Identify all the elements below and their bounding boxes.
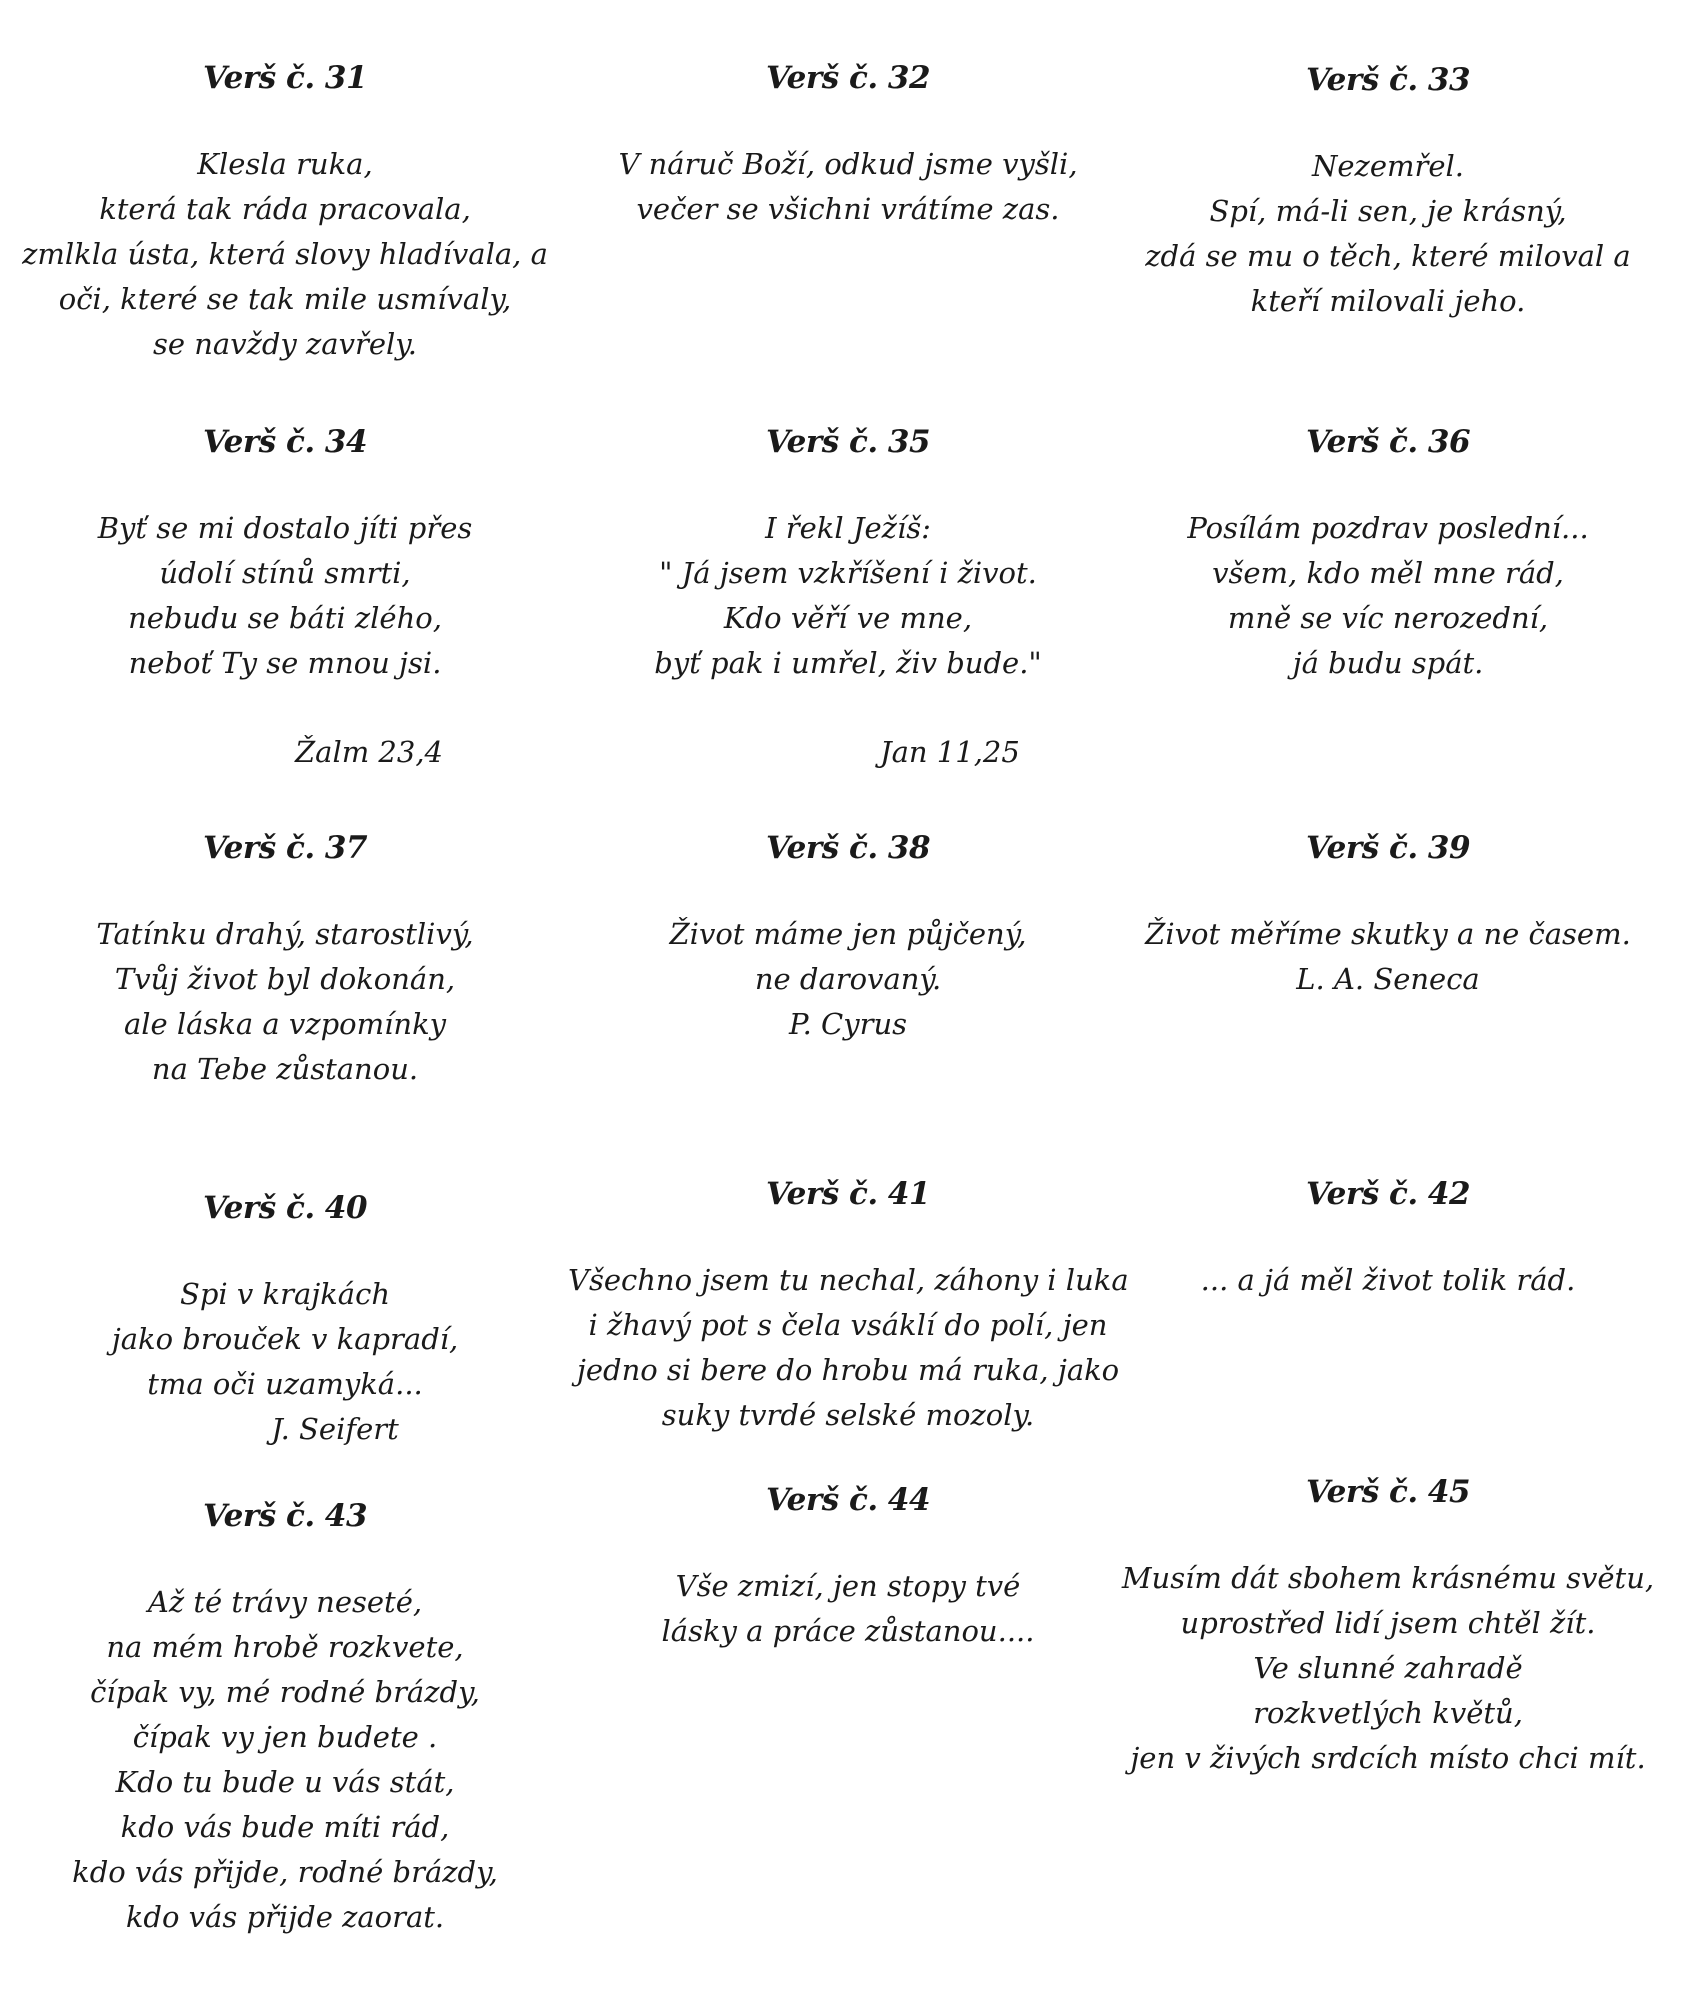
- verse-line: zmlkla ústa, která slovy hladívala, a: [22, 237, 548, 271]
- verse-line: neboť Ty se mnou jsi.: [128, 646, 442, 680]
- verse-line: i žhavý pot s čela vsáklí do polí, jen: [588, 1308, 1108, 1342]
- verse-line: Klesla ruka,: [197, 147, 373, 181]
- verse-author: P. Cyrus: [788, 1007, 908, 1041]
- verse-line: Tatínku drahý, starostlivý,: [96, 917, 474, 951]
- verse-author: J. Seifert: [271, 1412, 399, 1446]
- verse-line: suky tvrdé selské mozoly.: [661, 1398, 1035, 1432]
- verse-32: [568, 58, 1128, 232]
- verse-line: tma oči uzamyká...: [147, 1367, 423, 1401]
- verse-line: večer se všichni vrátíme zas.: [636, 192, 1060, 226]
- verse-line: nebudu se báti zlého,: [128, 601, 442, 635]
- verse-line: Život měříme skutky a ne časem.: [1145, 917, 1631, 951]
- verse-line: Tvůj život byl dokonán,: [114, 962, 456, 996]
- verse-title: Verš č. 39: [1305, 830, 1471, 866]
- verse-line: uprostřed lidí jsem chtěl žít.: [1180, 1606, 1596, 1640]
- verse-line: Nezemřel.: [1312, 149, 1464, 183]
- verse-title: Verš č. 32: [765, 60, 931, 96]
- verse-title: Verš č. 36: [1305, 424, 1471, 460]
- verse-title: Verš č. 44: [765, 1482, 931, 1518]
- verse-line: kdo vás přijde zaorat.: [125, 1900, 445, 1934]
- verse-40: [5, 1188, 565, 1452]
- verse-line: ale láska a vzpomínky: [123, 1007, 447, 1041]
- verse-line: lásky a práce zůstanou....: [661, 1614, 1035, 1648]
- verse-line: zdá se mu o těch, které miloval a: [1145, 239, 1631, 273]
- verse-line: jedno si bere do hrobu má ruka, jako: [576, 1353, 1120, 1387]
- verse-line: Vše zmizí, jen stopy tvé: [675, 1569, 1021, 1603]
- verse-line: Až té trávy neseté,: [147, 1585, 423, 1619]
- verse-35: [568, 422, 1128, 686]
- verse-title: Verš č. 33: [1305, 62, 1471, 98]
- verse-source: Žalm 23,4: [295, 735, 444, 769]
- verse-line: na mém hrobě rozkvete,: [106, 1630, 464, 1664]
- verse-line: Posílám pozdrav poslední...: [1187, 511, 1589, 545]
- verse-line: všem, kdo měl mne rád,: [1212, 556, 1564, 590]
- verse-43: [5, 1496, 565, 1940]
- verse-line: čípak vy, mé rodné brázdy,: [90, 1675, 480, 1709]
- verse-line: I řekl Ježíš:: [765, 511, 931, 545]
- verse-author: L. A. Seneca: [1296, 962, 1480, 996]
- verse-line: Ve slunné zahradě: [1253, 1651, 1523, 1685]
- verse-title: Verš č. 43: [202, 1498, 368, 1534]
- verse-line: rozkvetlých květů,: [1253, 1696, 1523, 1730]
- verse-line: oči, které se tak mile usmívaly,: [58, 282, 512, 316]
- verse-34: [5, 422, 565, 686]
- verse-37: [5, 828, 565, 1092]
- verse-39: [1108, 828, 1668, 1002]
- verse-title: Verš č. 42: [1305, 1176, 1471, 1212]
- verse-line: kdo vás bude míti rád,: [120, 1810, 450, 1844]
- verse-45: [1108, 1472, 1668, 1781]
- verse-line: kteří milovali jeho.: [1250, 284, 1526, 318]
- verse-line: já budu spát.: [1292, 646, 1484, 680]
- verse-line: ... a já měl život tolik rád.: [1200, 1263, 1576, 1297]
- verse-title: Verš č. 45: [1305, 1474, 1471, 1510]
- verse-title: Verš č. 31: [202, 60, 368, 96]
- verse-33: [1108, 60, 1668, 324]
- verse-line: jako brouček v kapradí,: [111, 1322, 459, 1356]
- verse-line: údolí stínů smrti,: [159, 556, 411, 590]
- verse-41: [568, 1174, 1128, 1438]
- verse-line: Život máme jen půjčený,: [669, 917, 1027, 951]
- verse-line: která tak ráda pracovala,: [99, 192, 471, 226]
- verse-title: Verš č. 40: [202, 1190, 368, 1226]
- verse-line: Kdo tu bude u vás stát,: [115, 1765, 455, 1799]
- verse-title: Verš č. 34: [202, 424, 368, 460]
- verse-31: [5, 58, 565, 367]
- verse-line: čípak vy jen budete .: [132, 1720, 438, 1754]
- verse-line: na Tebe zůstanou.: [151, 1052, 419, 1086]
- verse-42: [1108, 1174, 1668, 1303]
- verse-line: Kdo věří ve mne,: [723, 601, 973, 635]
- verse-line: V náruč Boží, odkud jsme vyšli,: [618, 147, 1078, 181]
- verse-line: Všechno jsem tu nechal, záhony i luka: [568, 1263, 1129, 1297]
- verse-line: Spi v krajkách: [179, 1277, 391, 1311]
- verse-line: byť pak i umřel, živ bude.": [654, 646, 1042, 680]
- verse-38: [568, 828, 1128, 1047]
- verse-title: Verš č. 35: [765, 424, 931, 460]
- verse-line: ne darovaný.: [754, 962, 942, 996]
- verse-44: [568, 1480, 1128, 1654]
- verse-line: jen v živých srdcích místo chci mít.: [1130, 1741, 1646, 1775]
- verse-line: se navždy zavřely.: [152, 327, 418, 361]
- verse-36: [1108, 422, 1668, 686]
- verse-line: mně se víc nerozední,: [1227, 601, 1549, 635]
- verse-title: Verš č. 41: [765, 1176, 931, 1212]
- verse-title: Verš č. 38: [765, 830, 931, 866]
- verse-line: Musím dát sbohem krásnému světu,: [1121, 1561, 1655, 1595]
- verse-line: Spí, má-li sen, je krásný,: [1209, 194, 1567, 228]
- verse-line: Byť se mi dostalo jíti přes: [97, 511, 473, 545]
- verse-line: kdo vás přijde, rodné brázdy,: [72, 1855, 498, 1889]
- verse-source: Jan 11,25: [880, 735, 1020, 769]
- verse-line: " Já jsem vzkříšení i život.: [659, 556, 1037, 590]
- verse-title: Verš č. 37: [202, 830, 368, 866]
